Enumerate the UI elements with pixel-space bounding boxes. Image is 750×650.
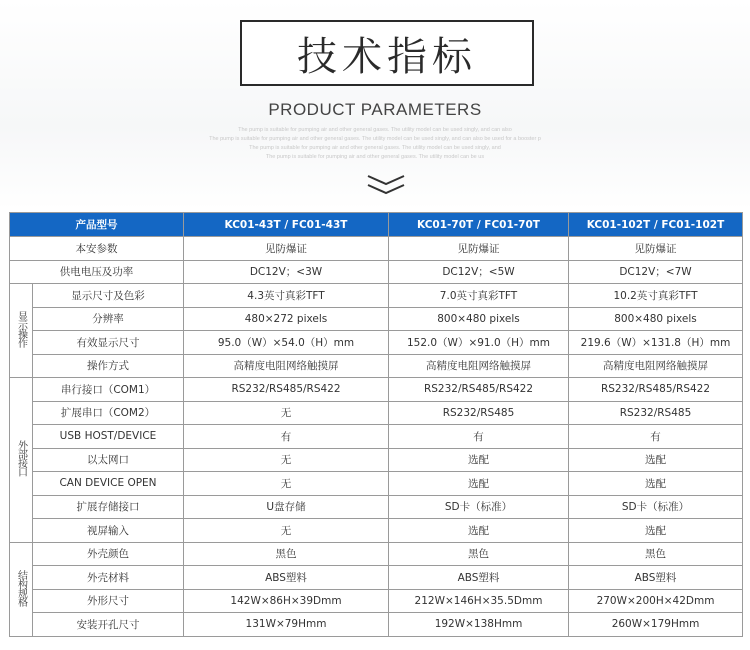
table-cell: DC12V；<5W bbox=[389, 260, 569, 284]
row-label: 扩展串口（COM2） bbox=[33, 401, 184, 425]
table-cell: 有 bbox=[184, 425, 389, 449]
table-cell: 有 bbox=[569, 425, 743, 449]
table-row bbox=[10, 401, 743, 425]
table-row bbox=[10, 237, 743, 261]
table-cell: 黑色 bbox=[389, 542, 569, 566]
table-cell: 无 bbox=[184, 519, 389, 543]
page-title: 技术指标 bbox=[240, 20, 534, 86]
double-chevron-down-icon bbox=[366, 174, 406, 196]
table-cell: 见防爆证 bbox=[389, 237, 569, 261]
table-row bbox=[10, 284, 743, 308]
table-row bbox=[10, 566, 743, 590]
group-label-structure: 结构规格 bbox=[10, 542, 33, 636]
row-label: 安装开孔尺寸 bbox=[33, 613, 184, 637]
table-cell: 219.6（W）×131.8（H）mm bbox=[569, 331, 743, 355]
table-row bbox=[10, 307, 743, 331]
table-row bbox=[10, 495, 743, 519]
table-cell: ABS塑料 bbox=[389, 566, 569, 590]
fine-print-line: The pump is suitable for pumping air and other general gases. The utility model can be used singly, and bbox=[249, 145, 501, 151]
table-cell: 270W×200H×42Dmm bbox=[569, 589, 743, 613]
page-subtitle: PRODUCT PARAMETERS bbox=[268, 100, 482, 119]
fine-print-line: The pump is suitable for pumping air and other general gases. The utility model can be used singly, and can also bbox=[238, 127, 512, 133]
table-row bbox=[10, 589, 743, 613]
group-label-display: 显示操作 bbox=[10, 284, 33, 378]
group-label-interfaces: 外部接口 bbox=[10, 378, 33, 543]
table-cell: 选配 bbox=[569, 448, 743, 472]
row-label: 有效显示尺寸 bbox=[33, 331, 184, 355]
row-label: 以太网口 bbox=[33, 448, 184, 472]
table-cell: 选配 bbox=[389, 448, 569, 472]
row-label: 串行接口（COM1） bbox=[33, 378, 184, 402]
row-label: 视屏输入 bbox=[33, 519, 184, 543]
row-label: 外壳材料 bbox=[33, 566, 184, 590]
table-row bbox=[10, 378, 743, 402]
row-label: CAN DEVICE OPEN bbox=[33, 472, 184, 496]
table-cell: 95.0（W）×54.0（H）mm bbox=[184, 331, 389, 355]
row-label: 本安参数 bbox=[10, 237, 184, 261]
table-cell: 152.0（W）×91.0（H）mm bbox=[389, 331, 569, 355]
table-cell: 212W×146H×35.5Dmm bbox=[389, 589, 569, 613]
table-cell: 800×480 pixels bbox=[569, 307, 743, 331]
table-cell: DC12V；<7W bbox=[569, 260, 743, 284]
column-header: KC01-70T / FC01-70T bbox=[389, 213, 569, 237]
table-cell: 7.0英寸真彩TFT bbox=[389, 284, 569, 308]
table-cell: 高精度电阻网络触摸屏 bbox=[184, 354, 389, 378]
table-row bbox=[10, 542, 743, 566]
row-label: 扩展存储接口 bbox=[33, 495, 184, 519]
table-cell: 见防爆证 bbox=[569, 237, 743, 261]
table-cell: ABS塑料 bbox=[184, 566, 389, 590]
table-cell: 192W×138Hmm bbox=[389, 613, 569, 637]
table-cell: ABS塑料 bbox=[569, 566, 743, 590]
row-label: 分辨率 bbox=[33, 307, 184, 331]
table-cell: 黑色 bbox=[184, 542, 389, 566]
table-cell: 选配 bbox=[569, 519, 743, 543]
row-label: 操作方式 bbox=[33, 354, 184, 378]
table-row bbox=[10, 519, 743, 543]
table-row bbox=[10, 331, 743, 355]
table-cell: 选配 bbox=[389, 519, 569, 543]
row-label: 外壳颜色 bbox=[33, 542, 184, 566]
table-row bbox=[10, 354, 743, 378]
table-cell: 无 bbox=[184, 472, 389, 496]
table-cell: RS232/RS485 bbox=[569, 401, 743, 425]
table-cell: 131W×79Hmm bbox=[184, 613, 389, 637]
row-label: 外形尺寸 bbox=[33, 589, 184, 613]
table-cell: 高精度电阻网络触摸屏 bbox=[389, 354, 569, 378]
table-row bbox=[10, 260, 743, 284]
column-header: KC01-43T / FC01-43T bbox=[184, 213, 389, 237]
row-label: 显示尺寸及色彩 bbox=[33, 284, 184, 308]
table-cell: DC12V；<3W bbox=[184, 260, 389, 284]
fine-print-line: The pump is suitable for pumping air and other general gases. The utility model can be us bbox=[265, 154, 485, 160]
fine-print-line: The pump is suitable for pumping air and other general gases. The utility model can be used singly, and can also be used for a booster p bbox=[209, 136, 541, 142]
table-cell: 选配 bbox=[569, 472, 743, 496]
spec-table bbox=[9, 212, 743, 637]
table-row bbox=[10, 448, 743, 472]
table-cell: RS232/RS485/RS422 bbox=[389, 378, 569, 402]
table-cell: 有 bbox=[389, 425, 569, 449]
table-cell: 选配 bbox=[389, 472, 569, 496]
table-cell: 260W×179Hmm bbox=[569, 613, 743, 637]
table-cell: U盘存储 bbox=[184, 495, 389, 519]
table-cell: 4.3英寸真彩TFT bbox=[184, 284, 389, 308]
table-cell: SD卡（标准） bbox=[569, 495, 743, 519]
table-cell: SD卡（标准） bbox=[389, 495, 569, 519]
table-cell: RS232/RS485/RS422 bbox=[569, 378, 743, 402]
table-row bbox=[10, 613, 743, 637]
table-cell: 无 bbox=[184, 448, 389, 472]
table-cell: RS232/RS485/RS422 bbox=[184, 378, 389, 402]
column-header: KC01-102T / FC01-102T bbox=[569, 213, 743, 237]
table-cell: 800×480 pixels bbox=[389, 307, 569, 331]
table-row bbox=[10, 425, 743, 449]
row-label: 供电电压及功率 bbox=[10, 260, 184, 284]
column-header-model: 产品型号 bbox=[10, 213, 184, 237]
row-label: USB HOST/DEVICE bbox=[33, 425, 184, 449]
table-cell: 黑色 bbox=[569, 542, 743, 566]
table-cell: 见防爆证 bbox=[184, 237, 389, 261]
table-row bbox=[10, 472, 743, 496]
table-header-row bbox=[10, 213, 743, 237]
table-cell: 10.2英寸真彩TFT bbox=[569, 284, 743, 308]
table-cell: 无 bbox=[184, 401, 389, 425]
table-cell: RS232/RS485 bbox=[389, 401, 569, 425]
table-cell: 480×272 pixels bbox=[184, 307, 389, 331]
hero-section bbox=[0, 0, 750, 210]
table-cell: 高精度电阻网络触摸屏 bbox=[569, 354, 743, 378]
table-cell: 142W×86H×39Dmm bbox=[184, 589, 389, 613]
